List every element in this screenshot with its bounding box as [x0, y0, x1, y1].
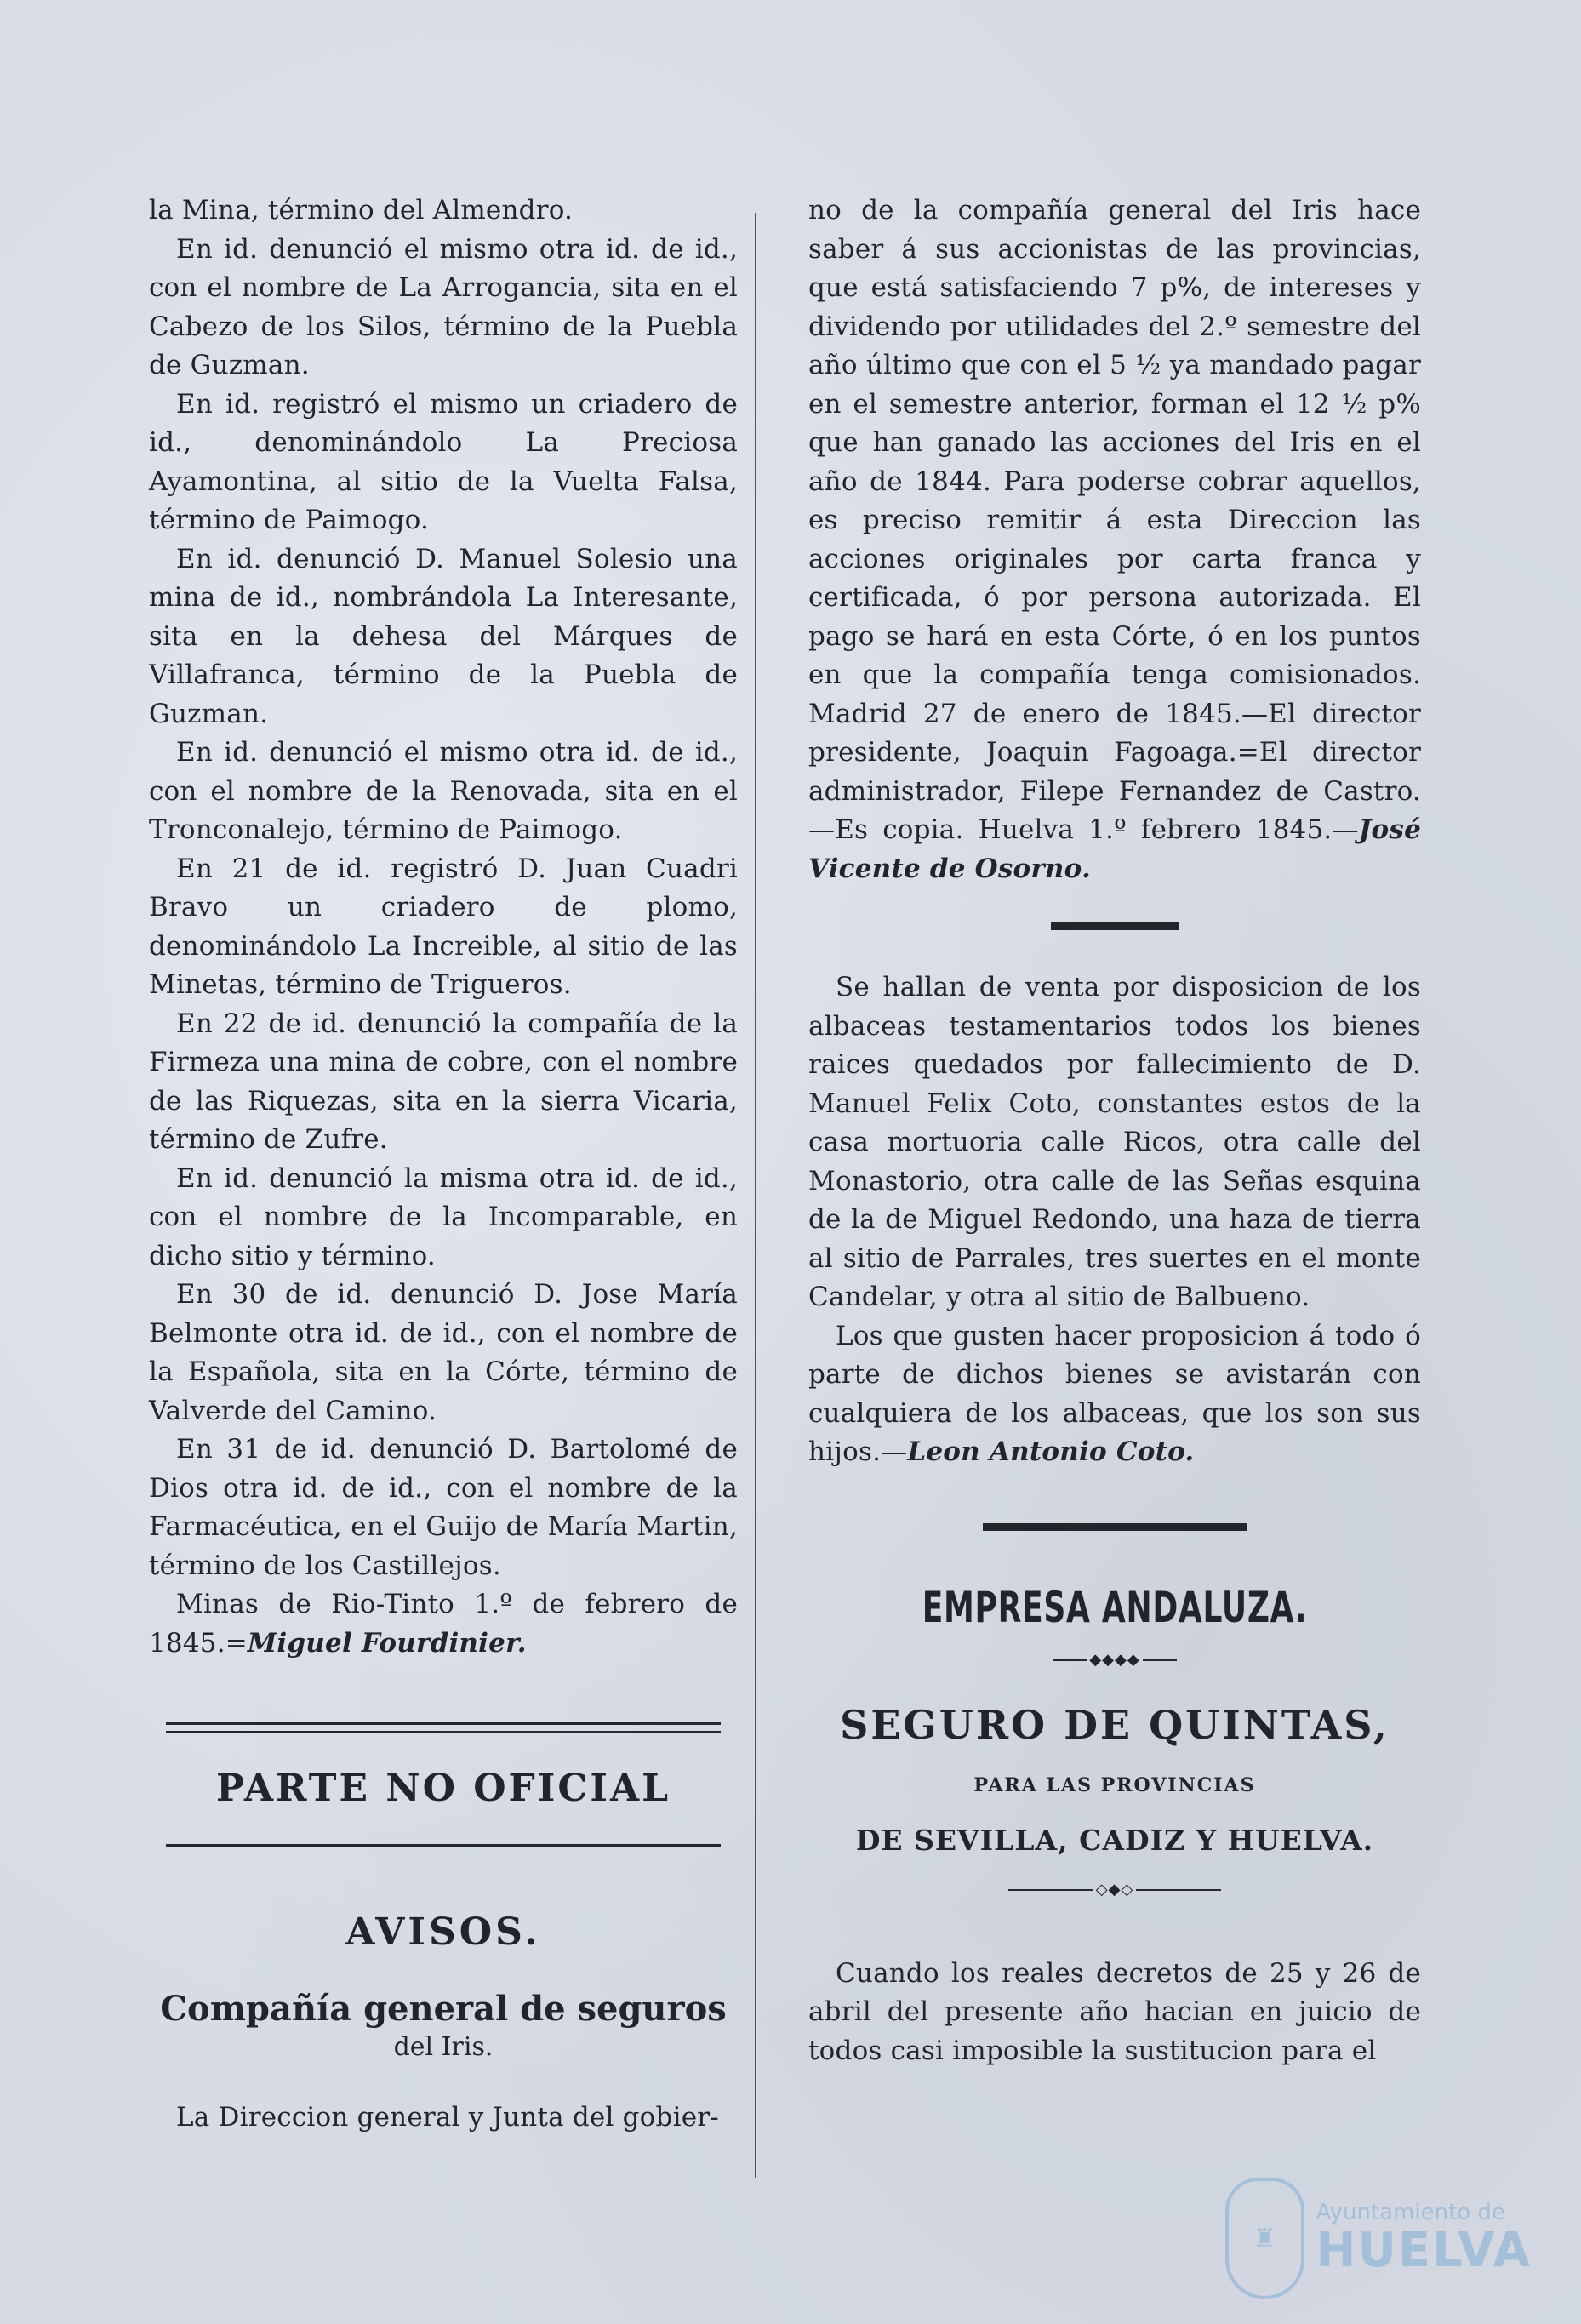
- iris-notice-intro: La Direccion general y Junta del gobier-: [176, 2102, 719, 2133]
- section-double-rule: [166, 1722, 721, 1733]
- ornament-divider: [808, 1652, 1421, 1669]
- mine-registry-paragraph: En 22 de id. denunció la compañía de la Firmeza una mina de cobre, con el nombre de las Riquezas, sita en la sierra Vicaria, término de Zufre.: [149, 1008, 738, 1155]
- ornament-icon: ◆◆◆◆: [1089, 1650, 1140, 1669]
- section-single-rule: [166, 1844, 721, 1847]
- mine-registry-paragraph: la Mina, término del Almendro.: [149, 195, 574, 226]
- ornament-icon-2: ◇◆◇: [1095, 1880, 1134, 1899]
- venta-notice-text: Se hallan de venta por disposicion de los albaceas testamentarios todos los bienes raices quedados por fallecimiento de D. Manuel Felix Coto, constantes estos de la casa mortuoria calle Ricos, otra calle del Monastorio, otra calle de las Señas esquina de la de Miguel Redondo, una haza de tierra al sitio de Parrales, tres suertes en el monte Candelar, y otra al sitio de Balbueno.: [808, 972, 1421, 1312]
- section-title-parte-no-oficial: PARTE NO OFICIAL: [215, 1767, 671, 1810]
- company-subheading-iris: del Iris.: [393, 2032, 494, 2062]
- mine-registry-paragraph: En id. denunció la misma otra id. de id., con el nombre de la Incomparable, en dicho sitio y término.: [149, 1162, 738, 1271]
- coat-of-arms-icon: ♜: [1225, 2178, 1304, 2299]
- seguro-quintas-heading: SEGURO DE QUINTAS,: [840, 1701, 1390, 1748]
- long-separator-rule: [983, 1523, 1247, 1531]
- avisos-heading: AVISOS.: [345, 1910, 541, 1954]
- mine-registry-paragraph: En 30 de id. denunció D. Jose María Belmonte otra id. de id., con el nombre de la Española, sita en la Córte, término de Valverde del Camino.: [149, 1279, 738, 1426]
- watermark-line-2: HUELVA: [1316, 2223, 1532, 2278]
- mine-registry-paragraph: En id. denunció D. Manuel Solesio una mina de id., nombrándola La Interesante, sita en la dehesa del Márques de Villafranca, término de la Puebla de Guzman.: [149, 543, 738, 729]
- ornament-divider-2: [808, 1881, 1421, 1899]
- signature-coto: Leon Antonio Coto.: [907, 1436, 1195, 1467]
- mine-registry-paragraph: En id. registró el mismo un criadero de id., denominándolo La Preciosa Ayamontina, al sitio de la Vuelta Falsa, término de Paimogo.: [149, 388, 738, 535]
- company-heading-iris: Compañía general de seguros: [160, 1989, 727, 2029]
- ayuntamiento-watermark: [1225, 2174, 1532, 2302]
- quintas-notice-text: Cuando los reales decretos de 25 y 26 de abril del presente año hacian en juicio de todos casi imposible la sustitucion para el: [808, 1957, 1421, 2066]
- short-separator-rule: [1051, 922, 1179, 930]
- left-column: [149, 191, 738, 2138]
- mines-closing-line: Minas de Rio-Tinto 1.º de febrero de 1845.=Miguel Fourdinier.: [149, 1589, 738, 1659]
- signature-osorno: José Vicente de Osorno.: [808, 814, 1421, 884]
- signature-fourdinier: Miguel Fourdinier.: [247, 1627, 527, 1659]
- iris-notice-text: no de la compañía general del Iris hace saber á sus accionistas de las provincias, que está satisfaciendo 7 p%, de intereses y dividendo por utilidades del 2.º semestre del año último que con el 5 ½ ya mandado pagar en el semestre anterior, forman el 12 ½ p% que han ganado las acciones del Iris en el año de 1844. Para poderse cobrar aquellos, es preciso remitir á esta Direccion las acciones originales por carta franca y certificada, ó por persona autorizada. El pago se hará en esta Córte, ó en los puntos en que la compañía tenga comisionados. Madrid 27 de enero de 1845.—El director presidente, Joaquin Fagoaga.=El director administrador, Filepe Fernandez de Castro.—Es copia. Huelva 1.º febrero 1845.—José Vicente de Osorno.: [808, 195, 1421, 884]
- mine-registry-paragraph: En id. denunció el mismo otra id. de id., con el nombre de La Arrogancia, sita en el Cabezo de los Silos, término de la Puebla de Guzman.: [149, 233, 738, 380]
- provinces-heading: DE SEVILLA, CADIZ Y HUELVA.: [855, 1823, 1374, 1857]
- mine-registry-paragraph: En id. denunció el mismo otra id. de id., con el nombre de la Renovada, sita en el Tronconalejo, término de Paimogo.: [149, 737, 738, 845]
- empresa-andaluza-heading: EMPRESA ANDALUZA.: [922, 1582, 1308, 1632]
- right-column: [808, 191, 1421, 2070]
- mine-registry-paragraph: En 31 de id. denunció D. Bartolomé de Dios otra id. de id., con el nombre de la Farmacéutica, en el Guijo de María Martin, término de los Castillejos.: [149, 1434, 738, 1581]
- venta-notice-closing: Los que gusten hacer proposicion á todo ó parte de dichos bienes se avistarán con cualquiera de los albaceas, que los son sus hijos.—Leon Antonio Coto.: [808, 1320, 1421, 1467]
- para-provincias-line: PARA LAS PROVINCIAS: [973, 1773, 1256, 1796]
- watermark-line-1: Ayuntamiento de: [1316, 2200, 1505, 2225]
- left-column-paragraphs: [149, 191, 738, 1585]
- column-divider: [755, 213, 756, 2178]
- mine-registry-paragraph: En 21 de id. registró D. Juan Cuadri Bravo un criadero de plomo, denominándolo La Increible, al sitio de las Minetas, término de Trigueros.: [149, 853, 738, 1000]
